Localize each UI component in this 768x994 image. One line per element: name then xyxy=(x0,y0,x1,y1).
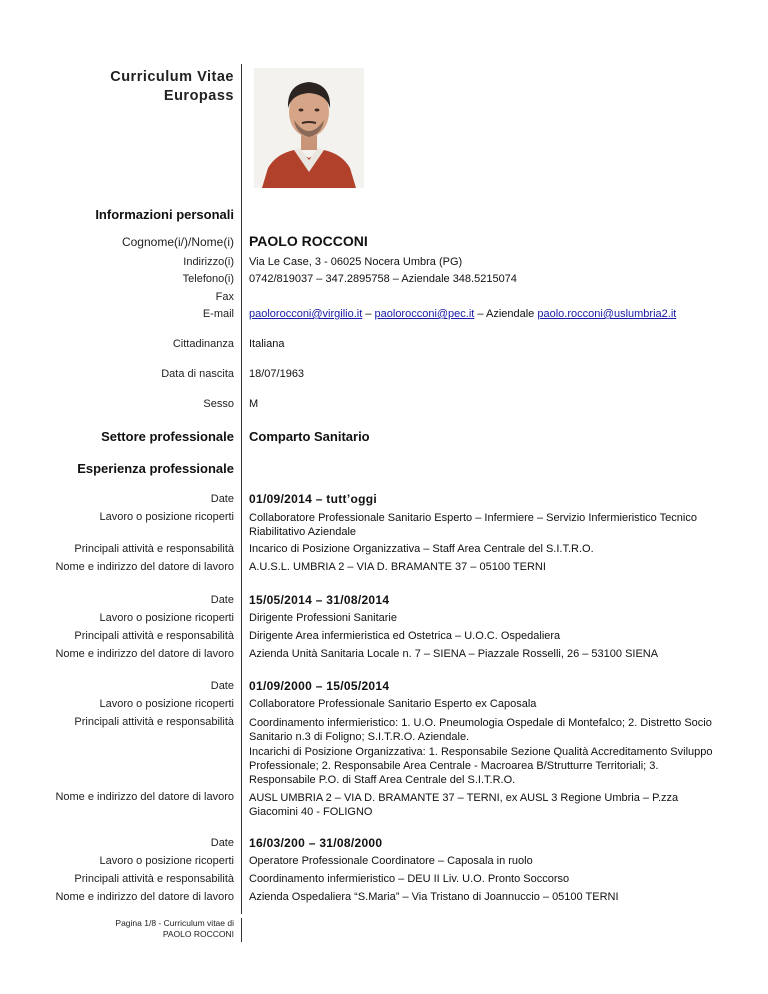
exp1-activities: Incarico di Posizione Organizzativa – Staff Area Centrale del S.I.T.R.O. xyxy=(249,543,594,555)
footer-divider xyxy=(241,918,242,942)
cv-title-line1: Curriculum Vitae xyxy=(110,69,234,85)
exp1-role-label: Lavoro o posizione ricoperti xyxy=(99,511,234,523)
email-link-aziendale[interactable]: paolo.rocconi@uslumbria2.it xyxy=(537,308,677,320)
phone-value: 0742/819037 – 347.2895758 – Aziendale 348.5215074 xyxy=(249,273,517,285)
cv-title-line2: Europass xyxy=(163,88,234,104)
exp1-employer-label: Nome e indirizzo del datore di lavoro xyxy=(55,561,234,573)
exp2-date: 15/05/2014 – 31/08/2014 xyxy=(249,593,390,607)
address-value: Via Le Case, 3 - 06025 Nocera Umbra (PG) xyxy=(249,256,463,268)
exp3-role-label: Lavoro o posizione ricoperti xyxy=(99,698,234,710)
exp1-activities-label: Principali attività e responsabilità xyxy=(74,543,234,555)
exp4-employer: Azienda Ospedaliera “S.Maria” – Via Tristano di Joannuccio – 05100 TERNI xyxy=(249,891,619,903)
birth-date-label: Data di nascita xyxy=(161,368,234,380)
email-label: E-mail xyxy=(202,308,234,320)
exp3-activities-extra: Incarichi di Posizione Organizzativa: 1. Responsabile Sezione Qualità Accreditamento Sviluppo Professionale; 2. Responsabile Area Centrale - Macroarea B/Strutturre Territoriali; 3. Responsabile P.O. di Staff Area Centrale del S.I.T.R.O. xyxy=(249,746,713,786)
email-link-pec[interactable]: paolorocconi@pec.it xyxy=(374,308,475,320)
address-label: Indirizzo(i) xyxy=(183,256,234,268)
exp1-date: 01/09/2014 – tutt’oggi xyxy=(249,492,377,506)
email-value xyxy=(249,308,676,320)
fax-label: Fax xyxy=(215,291,234,303)
name-value: PAOLO ROCCONI xyxy=(249,233,368,249)
birth-date-value: 18/07/1963 xyxy=(249,368,305,380)
citizenship-value: Italiana xyxy=(249,338,285,350)
exp1-employer: A.U.S.L. UMBRIA 2 – VIA D. BRAMANTE 37 – 05100 TERNI xyxy=(249,561,546,573)
exp4-date: 16/03/200 – 31/08/2000 xyxy=(249,836,383,850)
exp3-activities: Coordinamento infermieristico: 1. U.O. Pneumologia Ospedale di Montefalco; 2. Distretto Socio Sanitario n.3 di Foligno; S.I.T.R.O. Aziendale. xyxy=(249,717,712,743)
exp2-employer: Azienda Unità Sanitaria Locale n. 7 – SIENA – Piazzale Rosselli, 26 – 53100 SIENA xyxy=(249,648,659,660)
experience-heading: Esperienza professionale xyxy=(77,461,234,476)
sector-value: Comparto Sanitario xyxy=(249,429,370,444)
exp3-employer: AUSL UMBRIA 2 – VIA D. BRAMANTE 37 – TERNI, ex AUSL 3 Regione Umbria – P.zza Giacomini 40 - FOLIGNO xyxy=(249,792,679,818)
page-footer xyxy=(115,918,234,940)
exp4-employer-label: Nome e indirizzo del datore di lavoro xyxy=(55,891,234,903)
cv-title xyxy=(110,68,234,106)
sex-value: M xyxy=(249,398,259,410)
email-link-virgilio[interactable]: paolorocconi@virgilio.it xyxy=(249,308,363,320)
phone-label: Telefono(i) xyxy=(182,273,234,285)
exp2-activities-label: Principali attività e responsabilità xyxy=(74,630,234,642)
exp4-role: Operatore Professionale Coordinatore – Caposala in ruolo xyxy=(249,855,533,867)
exp2-employer-label: Nome e indirizzo del datore di lavoro xyxy=(55,648,234,660)
exp2-role-label: Lavoro o posizione ricoperti xyxy=(99,612,234,624)
exp1-date-label: Date xyxy=(210,493,234,505)
exp3-date: 01/09/2000 – 15/05/2014 xyxy=(249,679,390,693)
column-divider xyxy=(241,64,242,914)
exp2-date-label: Date xyxy=(210,594,234,606)
sector-label: Settore professionale xyxy=(101,429,234,444)
exp1-role: Collaboratore Professionale Sanitario Esperto – Infermiere – Servizio Infermieristico Tecnico Riabilitativo Aziendale xyxy=(249,512,697,538)
footer-name: PAOLO ROCCONI xyxy=(162,929,234,939)
email-separator-aziendale: – Aziendale xyxy=(474,308,538,320)
exp3-employer-label: Nome e indirizzo del datore di lavoro xyxy=(55,791,234,803)
exp2-activities: Dirigente Area infermieristica ed Ostetrica – U.O.C. Ospedaliera xyxy=(249,630,561,642)
exp2-role: Dirigente Professioni Sanitarie xyxy=(249,612,397,624)
exp3-activities-label: Principali attività e responsabilità xyxy=(74,716,234,728)
exp4-activities: Coordinamento infermieristico – DEU II Liv. U.O. Pronto Soccorso xyxy=(249,873,570,885)
exp4-date-label: Date xyxy=(210,837,234,849)
footer-page-info: Pagina 1/8 - Curriculum vitae di xyxy=(115,918,234,928)
name-label: Cognome(i/)/Nome(i) xyxy=(121,235,234,249)
sex-label: Sesso xyxy=(203,398,234,410)
exp3-date-label: Date xyxy=(210,680,234,692)
personal-info-heading: Informazioni personali xyxy=(95,207,234,222)
exp4-role-label: Lavoro o posizione ricoperti xyxy=(99,855,234,867)
email-separator: – xyxy=(362,308,375,320)
exp4-activities-label: Principali attività e responsabilità xyxy=(74,873,234,885)
exp3-role: Collaboratore Professionale Sanitario Esperto ex Caposala xyxy=(249,698,537,710)
citizenship-label: Cittadinanza xyxy=(172,338,234,350)
profile-photo xyxy=(254,68,364,188)
